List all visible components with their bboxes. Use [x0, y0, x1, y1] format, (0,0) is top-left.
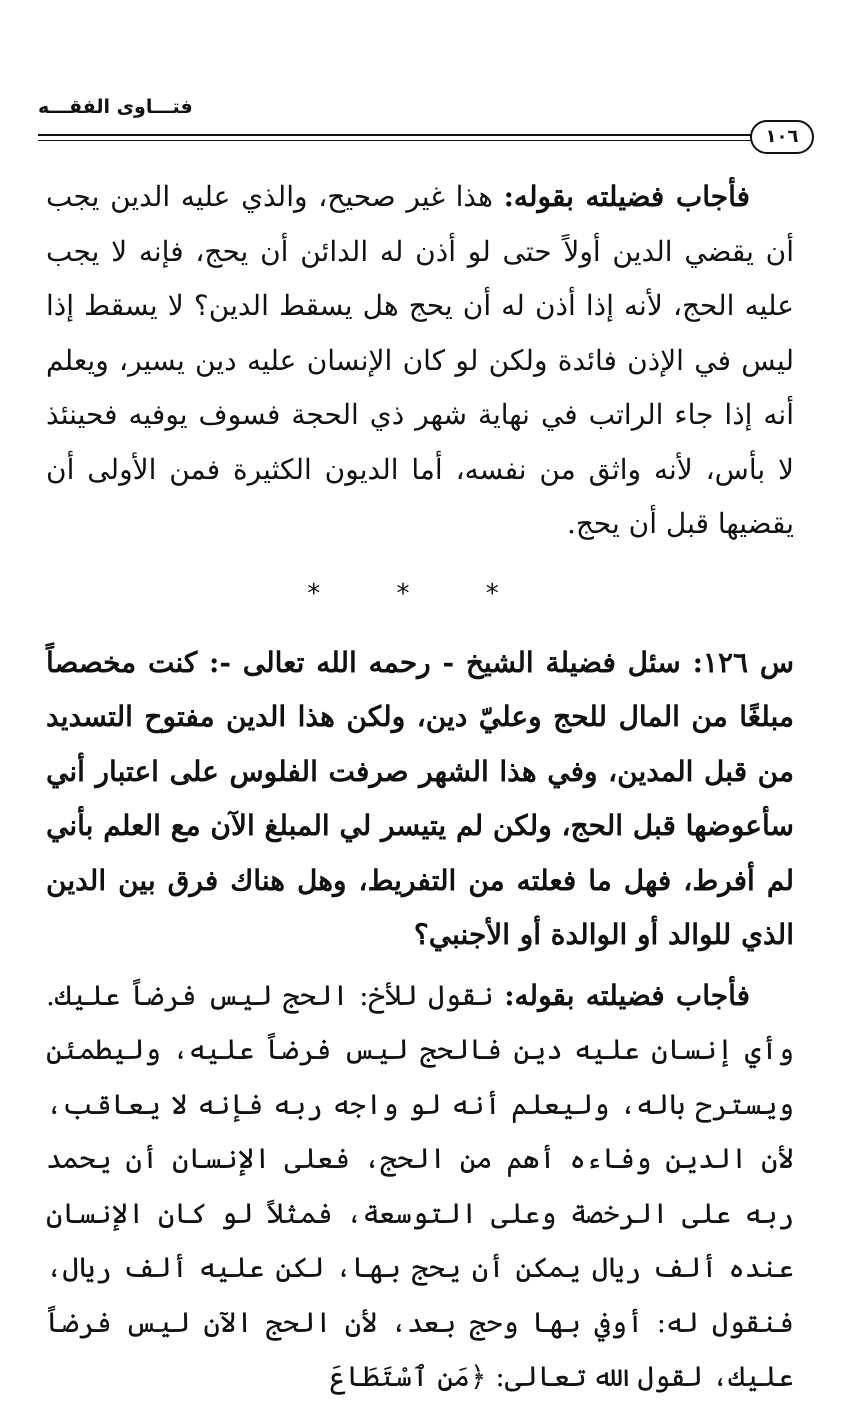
answer-paragraph-2 [46, 969, 794, 1405]
page-number: ١٠٦ [750, 120, 814, 154]
book-title: فتـــاوى الفقـــه [38, 96, 193, 118]
answer-text: نقول للأخ: الحج ليس فرضاً عليك. وأي إنسان عليه دين فالحج ليس فرضاً عليه، وليطمئن ويسترح باله، وليعلم أنه لو واجه ربه فإنه لا يعاقب، لأن الدين وفاءه أهم من الحج، فعلى الإنسان أن يحمد ربه على الرخصة وعلى التوسعة، فمثلاً لو كان الإنسان عنده ألف ريال يمكن أن يحج بها، لكن عليه ألف ريال، فنقول له: أوفي بها وحج بعد، لأن الحج الآن ليس فرضاً عليك، لقول الله تعالى: ﴿مَنِ ٱسْتَطَاعَ [46, 978, 794, 1393]
question-text: سئل فضيلة الشيخ - رحمه الله تعالى -: كنت مخصصاً مبلغًا من المال للحج وعليّ دين، ولكن هذا الدين مفتوح التسديد من قبل المدين، وفي هذا الشهر صرفت الفلوس على اعتبار أني سأعوضها قبل الحج، ولكن لم يتيسر لي المبلغ الآن مع العلم بأني لم أفرط، فهل ما فعلته من التفريط، وهل هناك فرق بين الدين الذي للوالد أو الوالدة أو الأجنبي؟ [46, 645, 794, 951]
question-paragraph [46, 636, 794, 963]
header-rule-thin [38, 140, 754, 141]
page-body [46, 170, 794, 1405]
section-separator: * * * [307, 578, 533, 609]
answer-paragraph-1 [46, 170, 794, 552]
answer-lead: فأجاب فضيلته بقوله: [504, 978, 750, 1012]
answer-lead: فأجاب فضيلته بقوله: [503, 180, 750, 213]
answer-text: هذا غير صحيح، والذي عليه الدين يجب أن يقضي الدين أولاً حتى لو أذن له الدائن أن يحج، فإنه لا يجب عليه الحج، لأنه إذا أذن له أن يحج هل يسقط الدين؟ لا يسقط إذا ليس في الإذن فائدة ولكن لو كان الإنسان عليه دين يسير، ويعلم أنه إذا جاء الراتب في نهاية شهر ذي الحجة فسوف يوفيه فحينئذ لا بأس، لأنه واثق من نفسه، أما الديون الكثيرة فمن الأولى أن يقضيها قبل أن يحج. [46, 180, 795, 540]
page-header [38, 96, 814, 160]
header-rule [38, 134, 754, 136]
question-number: س ١٢٦: [692, 645, 794, 679]
